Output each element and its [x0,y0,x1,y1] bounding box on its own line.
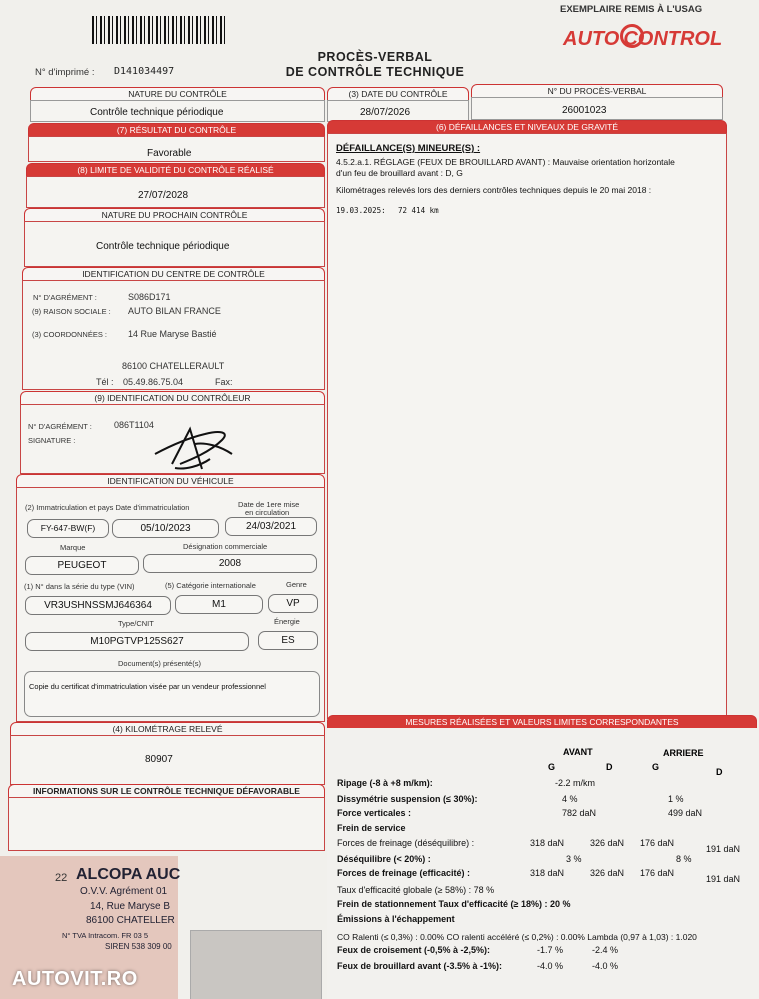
measure-row-label: Ripage (-8 à +8 m/km): [337,778,433,788]
measure-row-value: 176 daN [640,868,675,878]
date-value: 28/07/2026 [360,107,411,118]
energie-label: Énergie [274,617,300,626]
centre-agrement-label: N° D'AGRÉMENT : [33,293,97,302]
docs-value: Copie du certificat d'immatriculation visée par un vendeur professionnel [29,682,266,691]
measure-row-value: 8 % [676,854,692,864]
design-field: 2008 [143,554,317,573]
signature-label: SIGNATURE : [28,436,76,445]
measure-row-value: 326 daN [590,868,625,878]
next-value: Contrôle technique périodique [96,241,230,252]
measure-row-value: 4 % [562,794,578,804]
info-box [8,797,325,851]
defects-box [327,133,727,719]
measure-row-value: 782 daN [562,808,597,818]
col-arriere: ARRIERE [663,748,704,758]
cat-field: M1 [175,595,263,614]
measure-row-value: 191 daN [706,874,741,884]
col-avant: AVANT [563,747,593,757]
measure-row-label: Déséquilibre (< 20%) : [337,854,431,864]
measure-row-value: 191 daN [706,844,741,854]
centre-raison-value: AUTO BILAN FRANCE [128,306,221,316]
page-title [270,50,480,79]
watermark-logo: AUTOVIT.RO [12,968,138,990]
measure-row-value: -4.0 % [592,961,619,971]
title-line-1: PROCÈS-VERBAL [317,50,433,64]
docs-field [24,671,320,717]
nature-header: NATURE DU CONTRÔLE [30,87,325,101]
col-avant-g: G [548,762,556,772]
measure-row-value: -2.4 % [592,945,619,955]
first-date-field: 24/03/2021 [225,517,317,536]
next-header: NATURE DU PROCHAIN CONTRÔLE [24,208,325,222]
type-label: Type/CNIT [118,619,154,628]
docs-label: Document(s) présenté(s) [118,659,201,668]
nature-value: Contrôle technique périodique [90,107,224,118]
km-history-note: Kilométrages relevés lors des derniers contrôles techniques depuis le 20 mai 2018 : [336,185,652,195]
vin-field: VR3USHNSSMJ646364 [25,596,171,615]
marque-label: Marque [60,543,86,552]
immat-label: (2) Immatriculation et pays Date d'immatriculation [25,503,190,512]
photo-placeholder [190,930,322,999]
centre-tel-label: Tél : [96,377,114,387]
centre-fax-label: Fax: [215,377,233,387]
first-reg-label-2: en circulation [245,508,290,517]
measure-row-value: 318 daN [530,868,565,878]
controller-agrement-label: N° D'AGRÉMENT : [28,422,92,431]
vehicle-header: IDENTIFICATION DU VÉHICULE [16,474,325,488]
measure-row-label: Forces de freinage (déséquilibre) : [337,838,475,848]
autocontrol-logo: AUTO CONTROL [563,24,722,51]
col-arriere-g: G [652,762,660,772]
stamp-line-5: SIREN 538 309 00 [105,942,172,951]
measure-row-label: Feux de croisement (-0,5% à -2,5%): [337,945,491,955]
info-header: INFORMATIONS SUR LE CONTRÔLE TECHNIQUE DÉFAVORABLE [8,784,325,798]
measure-row-value: 1 % [668,794,684,804]
centre-agrement-value: S086D171 [128,292,171,302]
centre-city: 86100 CHATELLERAULT [122,361,225,371]
measure-row-value: 326 daN [590,838,625,848]
measure-row-label: Dissymétrie suspension (≤ 30%): [337,794,478,804]
design-label: Désignation commerciale [183,542,268,551]
measure-row-value: 3 % [566,854,582,864]
first-reg-label-1: Date de 1ere mise [238,500,300,509]
controller-signature [150,424,240,474]
pv-header: N° DU PROCÈS-VERBAL [471,84,723,98]
measure-row-label: CO Ralenti (≤ 0,3%) : 0.00% CO ralenti accéléré (≤ 0,2%) : 0.00% Lambda (0,97 à 1,03) : 1.020 [337,932,697,942]
km-value: 80907 [145,754,173,765]
barcode [92,16,227,44]
genre-label: Genre [286,580,307,589]
centre-address: 14 Rue Maryse Bastié [128,329,217,339]
col-arriere-d: D [716,767,723,777]
stamp-name: ALCOPA AUC [76,866,181,883]
type-field: M10PGTVP125S627 [25,632,249,651]
measure-row-value: 318 daN [530,838,565,848]
cat-label: (5) Catégorie internationale [165,581,256,590]
marque-field: PEUGEOT [25,556,139,575]
print-number: D141034497 [114,66,175,77]
measure-row-label: Taux d'efficacité globale (≥ 58%) : 78 % [337,885,495,895]
measure-row-label: Feux de brouillard avant (-3.5% à -1%): [337,961,503,971]
validity-value: 27/07/2028 [138,190,189,201]
stamp-line-4: N° TVA Intracom. FR 03 5 [62,931,149,940]
validity-header: (8) LIMITE DE VALIDITÉ DU CONTRÔLE RÉALISÉ [26,163,325,177]
centre-coord-label: (3) COORDONNÉES : [32,330,108,339]
print-label: N° d'imprimé : [35,67,95,78]
result-value: Favorable [147,148,192,159]
km-history-value: 72 414 km [398,206,439,215]
measures-header: MESURES RÉALISÉES ET VALEURS LIMITES CORRESPONDANTES [327,715,757,729]
centre-tel: 05.49.86.75.04 [123,377,184,387]
measure-row-value: -2.2 m/km [555,778,596,788]
col-avant-d: D [606,762,613,772]
stamp-line-2: 14, Rue Maryse B [90,901,171,912]
defects-header: (6) DÉFAILLANCES ET NIVEAUX DE GRAVITÉ [327,120,727,134]
measure-row-value: 499 daN [668,808,703,818]
defect-line-1: 4.5.2.a.1. RÉGLAGE (FEUX DE BROUILLARD AVANT) : Mauvaise orientation horizontale [336,157,675,167]
pv-value: 26001023 [562,105,607,116]
stamp-line-1: O.V.V. Agrément 01 [80,886,168,897]
defects-heading: DÉFAILLANCE(S) MINEURE(S) : [336,143,481,154]
vin-label: (1) N° dans la série du type (VIN) [24,582,135,591]
stamp-line-3: 86100 CHATELLER [86,915,175,926]
km-header: (4) KILOMÉTRAGE RELEVÉ [10,722,325,736]
centre-header: IDENTIFICATION DU CENTRE DE CONTRÔLE [22,267,325,281]
measure-row-value: -1.7 % [537,945,564,955]
defect-line-2: d'un feu de brouillard avant : D, G [336,168,463,178]
km-history-date: 19.03.2025: [336,206,386,215]
centre-raison-label: (9) RAISON SOCIALE : [32,307,111,316]
measure-row-label: Émissions à l'échappement [337,914,455,924]
genre-field: VP [268,594,318,613]
energie-field: ES [258,631,318,650]
copy-note: EXEMPLAIRE REMIS À L'USAG [560,4,703,15]
date-header: (3) DATE DU CONTRÔLE [327,87,469,101]
measure-row-value: -4.0 % [537,961,564,971]
reg-date-field: 05/10/2023 [112,519,219,538]
result-header: (7) RÉSULTAT DU CONTRÔLE [28,123,325,137]
controller-header: (9) IDENTIFICATION DU CONTRÔLEUR [20,391,325,405]
stamp-number: 22 [55,872,68,884]
measure-row-label: Frein de stationnement Taux d'efficacité (≥ 18%) : 20 % [337,899,571,909]
measure-row-value: 176 daN [640,838,675,848]
measure-row-label: Force verticales : [337,808,412,818]
measure-row-label: Frein de service [337,823,406,833]
plate-field: FY-647-BW(F) [27,519,109,538]
title-line-2: DE CONTRÔLE TECHNIQUE [285,65,465,79]
controller-agrement-value: 086T1104 [114,420,154,430]
measure-row-label: Forces de freinage (efficacité) : [337,868,471,878]
